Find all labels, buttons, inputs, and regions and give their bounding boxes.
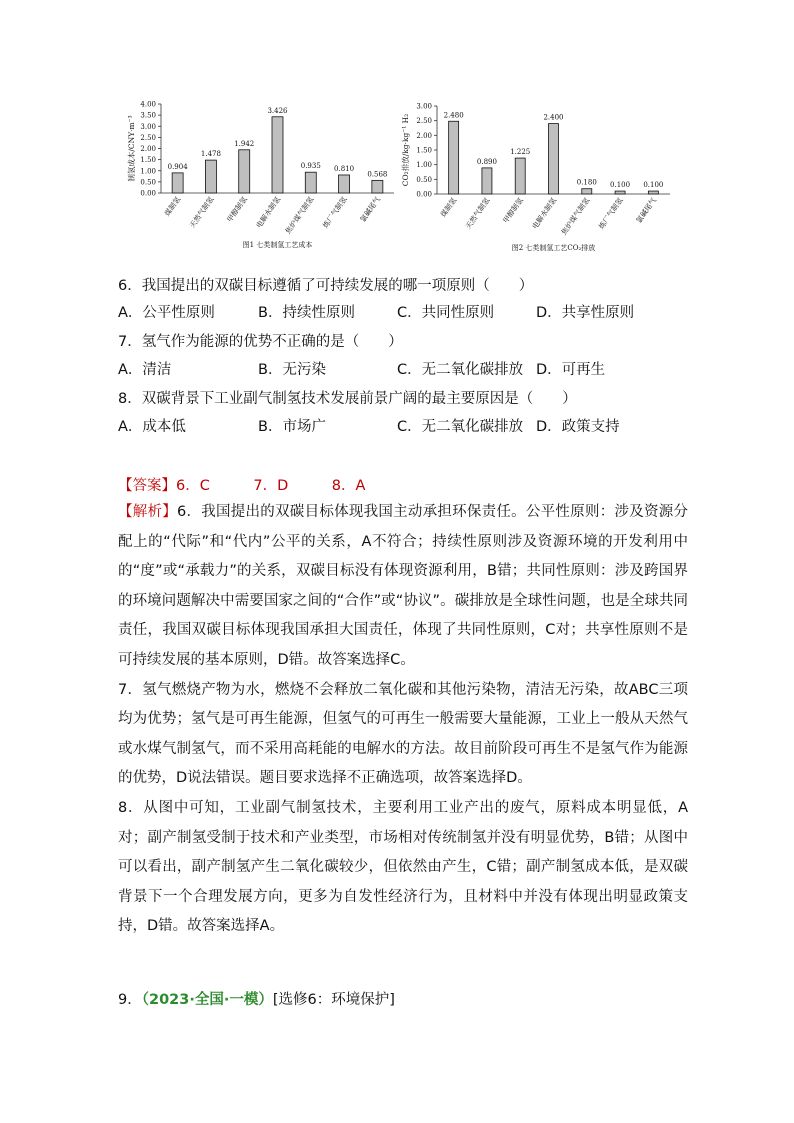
q7-option-b: B．无污染 (258, 362, 326, 378)
question-8: 8．双碳背景下工业副气制氢技术发展前景广阔的最主要原因是（ ） (118, 391, 577, 407)
q6-option-c: C．共同性原则 (397, 305, 495, 321)
bar (172, 173, 183, 193)
bar-value-label: 0.935 (300, 162, 321, 171)
bar (305, 172, 316, 193)
y-tick-label: 0.50 (140, 178, 156, 187)
y-tick-label: 0.50 (416, 175, 432, 184)
category-label: 电解水制氢 (254, 194, 283, 230)
y-axis-label: CO₂排放/kg·kg⁻¹ H₂ (401, 113, 410, 187)
bar-value-label: 0.810 (334, 164, 355, 173)
analysis-q6-text: 6．我国提出的双碳目标体现我国主动承担环保责任。公平性原则：涉及资源分配上的“代际”和“代内”公平的关系，A不符合；持续性原则涉及资源环境的开发利用中的“度”或“承载力”的关系，双碳目标没有体现资源利用，B错；共同性原则：涉及跨国界的环境问题解决中需要国家之间的“合作”或“协议”。碳排放是全球性问题，也是全球共同责任，我国双碳目标体现我国承担大国责任，体现了共同性原则，C对；共享性原则不是可持续发展的基本原则，D错。故答案选择C。 (118, 504, 688, 668)
bar (549, 124, 559, 194)
y-tick-label: 3.00 (140, 122, 156, 131)
y-tick-label: 4.00 (140, 100, 156, 109)
bar-value-label: 0.890 (476, 157, 497, 166)
chart-hydrogen-cost-svg (128, 96, 398, 258)
chart-co2-emission (400, 96, 678, 258)
answer-label: 【答案】 (118, 478, 176, 494)
bar (615, 191, 625, 194)
q6-option-d: D．共享性原则 (536, 305, 635, 321)
analysis-q6 (118, 498, 688, 676)
bar (205, 160, 216, 193)
category-label: 炼厂气制氢 (320, 194, 349, 230)
y-tick-label: 1.00 (140, 167, 156, 176)
q8-option-d: D．政策支持 (536, 419, 620, 435)
chart-caption: 图2 七类制氢工艺CO₂排放 (511, 244, 596, 252)
category-label: 焦炉煤气制氢 (283, 194, 316, 236)
bar-value-label: 1.225 (510, 148, 531, 157)
q6-option-a: A．公平性原则 (118, 305, 215, 321)
q9-text: [选修6：环境保护] (272, 992, 395, 1008)
analysis-q7: 7．氢气燃烧产物为水，燃烧不会释放二氧化碳和其他污染物，清洁无污染，故ABC三项均为优势；氢气是可再生能源，但氢气的可再生一般需要大量能源，工业上一般从天然气或水煤气制氢气，而不采用高耗能的电解水的方法。故目前阶段可再生不是氢气作为能源的优势，D说法错误。题目要求选择不正确选项，故答案选择D。 (118, 681, 688, 787)
question-6: 6．我国提出的双碳目标遵循了可持续发展的哪一项原则（ ） (118, 278, 534, 294)
bar (482, 168, 492, 194)
category-label: 煤制氢 (438, 195, 459, 219)
category-label: 炼厂气制氢 (596, 195, 625, 231)
analysis-label: 【解析】 (118, 504, 178, 520)
y-tick-label: 0.00 (416, 190, 432, 199)
y-tick-label: 2.00 (416, 131, 432, 140)
bar (582, 189, 592, 194)
answer-text: 6．C 7．D 8．A (176, 478, 366, 494)
category-label: 天然气制氢 (187, 194, 216, 230)
bar-value-label: 1.478 (200, 150, 221, 159)
bar-value-label: 0.100 (643, 181, 664, 190)
question-7: 7．氢气作为能源的优势不正确的是（ ） (118, 334, 403, 350)
y-tick-label: 2.00 (140, 145, 156, 153)
q7-option-a: A．清洁 (118, 362, 172, 378)
q8-option-b: B．市场广 (258, 419, 326, 435)
analysis-block (118, 498, 688, 942)
q7-option-d: D．可再生 (536, 362, 606, 378)
y-tick-label: 2.50 (416, 117, 432, 126)
bar (339, 175, 350, 193)
y-axis-label: 制氢成本/CNY·m⁻³ (127, 115, 136, 182)
q6-option-b: B．持续性原则 (258, 305, 355, 321)
y-tick-label: 1.50 (140, 156, 156, 165)
bar-value-label: 0.100 (610, 181, 631, 190)
q9-number: 9． (118, 992, 142, 1008)
question-9 (118, 990, 395, 1010)
bar-value-label: 0.568 (367, 170, 388, 179)
category-label: 氯碱尾气 (358, 194, 382, 224)
category-label: 甲醇制氢 (500, 195, 525, 225)
q8-option-a: A．成本低 (118, 419, 186, 435)
category-label: 焦炉煤气制氢 (559, 195, 592, 237)
bar-value-label: 0.180 (576, 178, 597, 187)
y-tick-label: 1.50 (416, 146, 432, 155)
category-label: 氯碱尾气 (634, 195, 658, 225)
bar (272, 117, 283, 193)
bar-value-label: 0.904 (167, 162, 188, 171)
bar (372, 180, 383, 193)
q7-option-c: C．无二氧化碳排放 (397, 362, 524, 378)
y-tick-label: 3.00 (416, 102, 432, 111)
analysis-q8: 8．从图中可知，工业副气制氢技术，主要利用工业产出的废气，原料成本明显低，A对；副产制氢受制于技术和产业类型，市场相对传统制氢并没有明显优势，B错；从图中可以看出，副产制氢产生二氧化碳较少，但依然由产生，C错；副产制氢成本低，是双碳背景下一个合理发展方向，更多为自发性经济行为，且材料中并没有体现出明显政策支持，D错。故答案选择A。 (118, 799, 688, 935)
bar (515, 158, 525, 194)
y-tick-label: 2.50 (140, 133, 156, 142)
chart-co2-emission-svg (400, 96, 678, 258)
bar-value-label: 3.426 (267, 106, 288, 115)
bar-value-label: 1.942 (234, 139, 255, 148)
y-tick-label: 1.00 (416, 161, 432, 170)
category-label: 煤制氢 (162, 194, 183, 218)
q9-source: （2023·全国·一模） (141, 992, 273, 1008)
category-label: 甲醇制氢 (224, 194, 249, 224)
answer-line (118, 476, 365, 496)
category-label: 电解水制氢 (530, 195, 559, 231)
y-tick-label: 0.00 (140, 189, 156, 198)
chart-caption: 图1 七类制氢工艺成本 (242, 241, 313, 249)
q8-option-c: C．无二氧化碳排放 (397, 419, 524, 435)
category-label: 天然气制氢 (463, 195, 492, 231)
bar (449, 121, 459, 194)
bar-value-label: 2.480 (443, 111, 464, 120)
bar (239, 150, 250, 193)
y-tick-label: 3.50 (140, 111, 156, 120)
chart-hydrogen-cost (128, 96, 398, 258)
bar (648, 191, 658, 194)
bar-value-label: 2.400 (543, 113, 564, 122)
